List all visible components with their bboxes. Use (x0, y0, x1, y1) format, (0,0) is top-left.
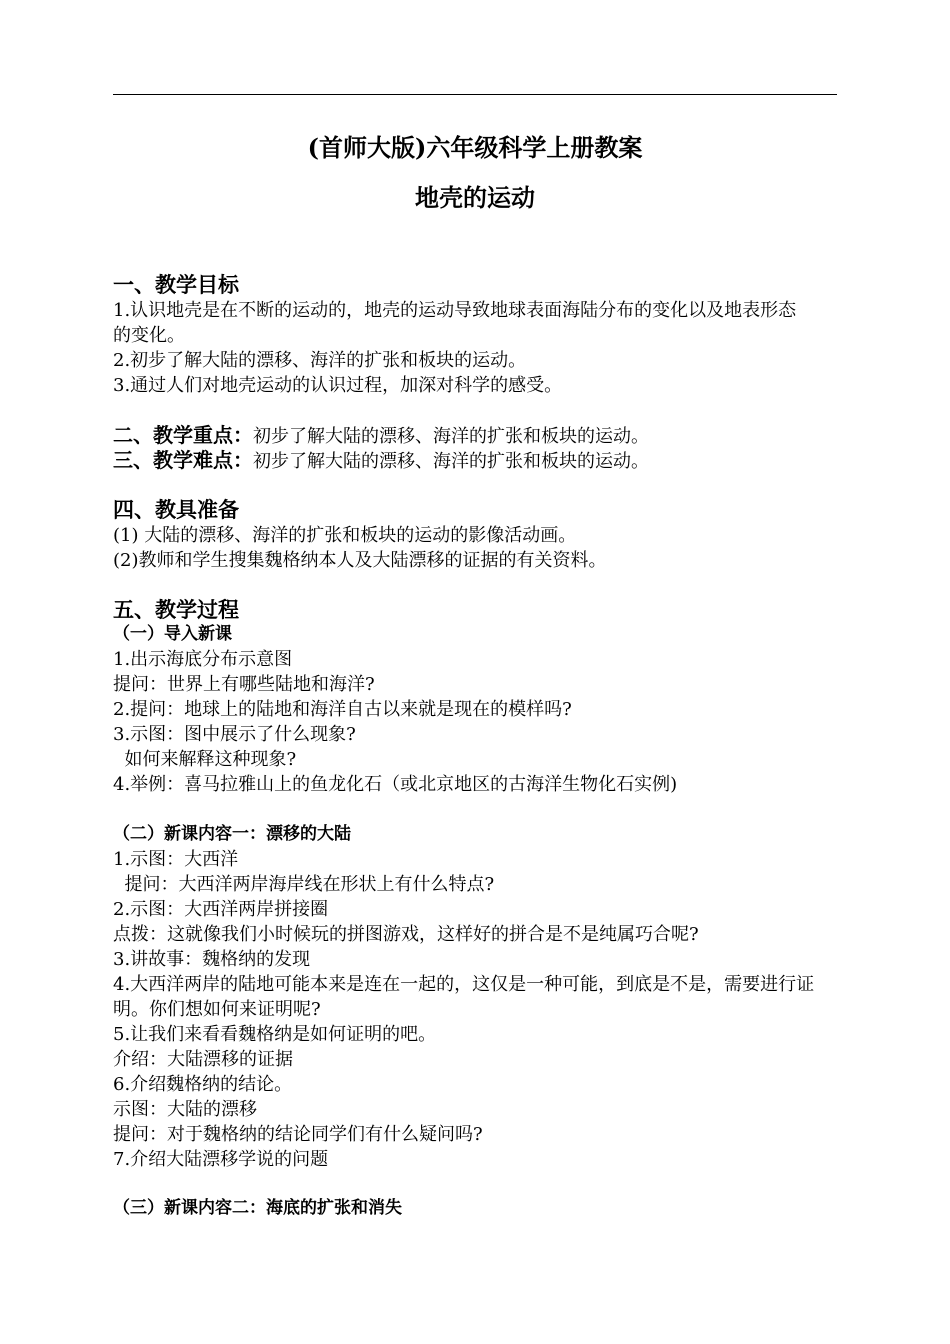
material-2: (2)教师和学生搜集魏格纳本人及大陆漂移的证据的有关资料。 (113, 550, 607, 571)
drift-hint: 点拨：这就像我们小时候玩的拼图游戏，这样好的拼合是不是纯属巧合呢? (113, 924, 699, 945)
intro-step-4: 4.举例：喜马拉雅山上的鱼龙化石（或北京地区的古海洋生物化石实例) (113, 774, 678, 795)
section-heading-materials: 四、教具准备 (113, 497, 239, 522)
difficult-points (113, 448, 649, 474)
drift-evidence: 介绍：大陆漂移的证据 (113, 1049, 293, 1070)
material-1: (1) 大陆的漂移、海洋的扩张和板块的运动的影像活动画。 (113, 525, 577, 546)
header-rule (113, 94, 837, 95)
drift-step-2: 2.示图：大西洋两岸拼接圈 (113, 899, 329, 920)
objective-2: 2.初步了解大陆的漂移、海洋的扩张和板块的运动。 (113, 350, 527, 371)
subsection-heading-drift: （二）新课内容一：漂移的大陆 (113, 824, 351, 844)
drift-question-2: 提问：对于魏格纳的结论同学们有什么疑问吗? (113, 1124, 483, 1145)
section-heading-process: 五、教学过程 (113, 597, 239, 622)
lesson-title: 地壳的运动 (415, 183, 535, 212)
objective-3: 3.通过人们对地壳运动的认识过程，加深对科学的感受。 (113, 375, 563, 396)
objective-1: 1.认识地壳是在不断的运动的，地壳的运动导致地球表面海陆分布的变化以及地表形态 (113, 300, 797, 321)
subsection-heading-intro: （一）导入新课 (113, 624, 232, 644)
drift-step-1: 1.示图：大西洋 (113, 849, 239, 870)
drift-step-5: 5.让我们来看看魏格纳是如何证明的吧。 (113, 1024, 437, 1045)
drift-step-4-cont: 明。你们想如何来证明呢? (113, 999, 321, 1020)
document-title: (首师大版)六年级科学上册教案 (307, 133, 643, 162)
intro-step-1: 1.出示海底分布示意图 (113, 649, 293, 670)
intro-step-3-cont: 如何来解释这种现象? (113, 749, 297, 770)
drift-step-4: 4.大西洋两岸的陆地可能本来是连在一起的，这仅是一种可能，到底是不是，需要进行证 (113, 974, 815, 995)
intro-step-3: 3.示图：图中展示了什么现象? (113, 724, 356, 745)
intro-question-1: 提问：世界上有哪些陆地和海洋? (113, 674, 375, 695)
difficult-points-label: 三、教学难点： (113, 448, 253, 472)
subsection-heading-seafloor: （三）新课内容二：海底的扩张和消失 (113, 1198, 402, 1218)
drift-step-6: 6.介绍魏格纳的结论。 (113, 1074, 293, 1095)
drift-figure: 示图：大陆的漂移 (113, 1099, 257, 1120)
key-points-label: 二、教学重点： (113, 423, 253, 447)
section-heading-objectives: 一、教学目标 (113, 272, 239, 297)
difficult-points-text: 初步了解大陆的漂移、海洋的扩张和板块的运动。 (253, 451, 649, 472)
drift-step-3: 3.讲故事：魏格纳的发现 (113, 949, 311, 970)
drift-step-7: 7.介绍大陆漂移学说的问题 (113, 1149, 329, 1170)
key-points (113, 423, 649, 449)
objective-1-cont: 的变化。 (113, 325, 185, 346)
intro-step-2: 2.提问：地球上的陆地和海洋自古以来就是现在的模样吗? (113, 699, 572, 720)
key-points-text: 初步了解大陆的漂移、海洋的扩张和板块的运动。 (253, 426, 649, 447)
drift-question-1: 提问：大西洋两岸海岸线在形状上有什么特点? (113, 874, 495, 895)
